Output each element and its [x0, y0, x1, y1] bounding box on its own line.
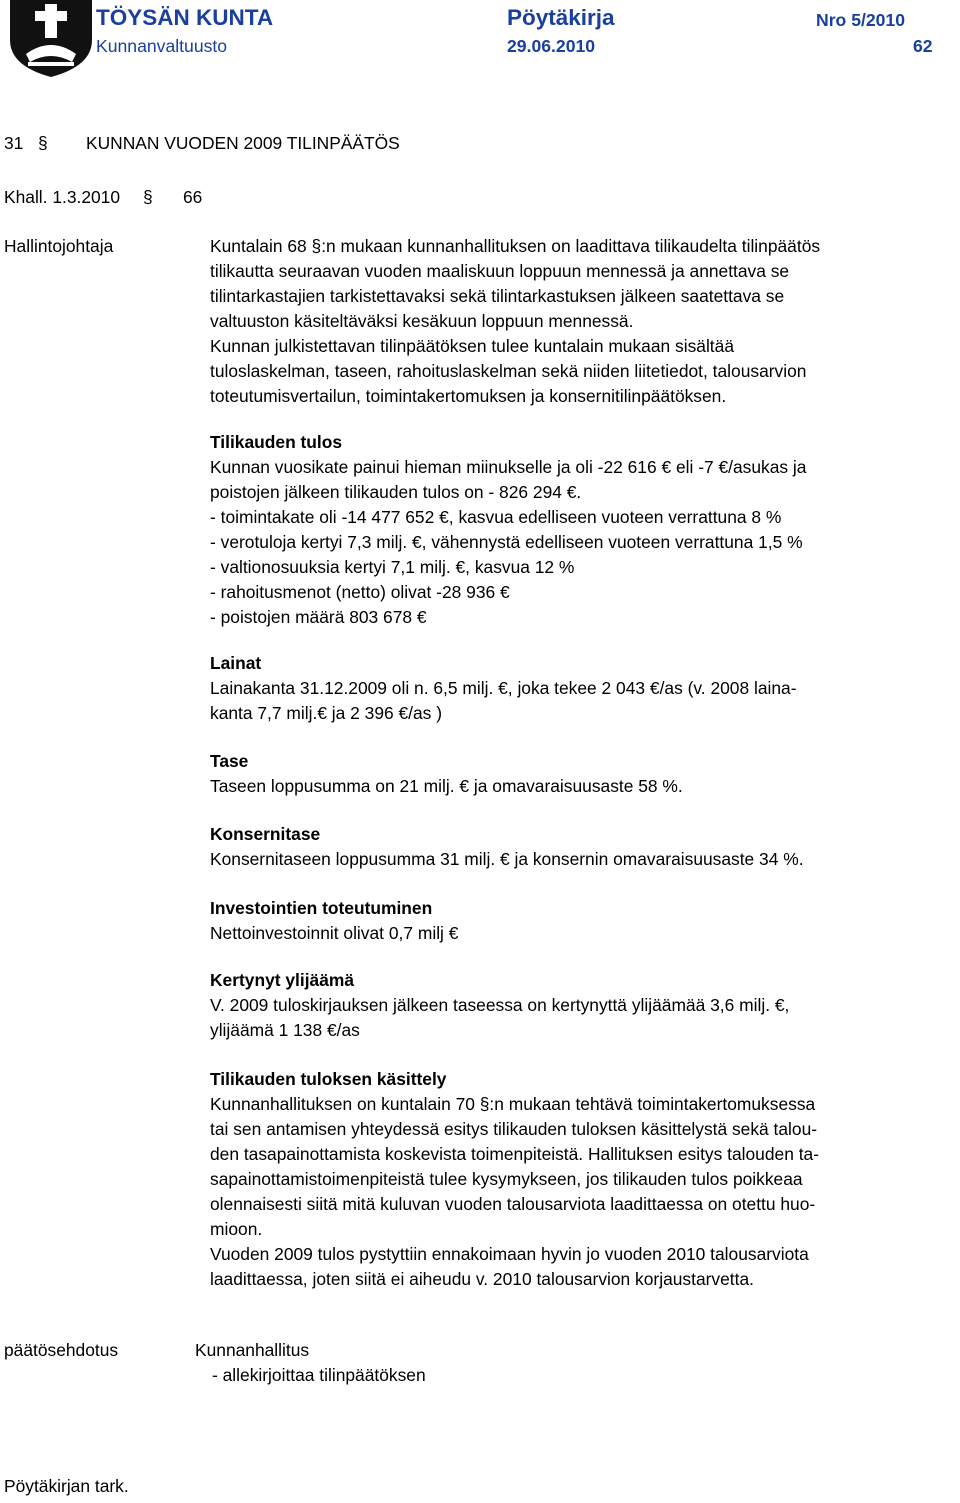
section-heading: Konsernitase: [210, 824, 321, 844]
text-line: Nettoinvestoinnit olivat 0,7 milj €: [210, 923, 459, 943]
page-number: 62: [913, 36, 933, 56]
text-line: Kuntalain 68 §:n mukaan kunnanhallituksen on laadittava tilikaudelta tilinpäätös: [210, 236, 821, 256]
text-line: kanta 7,7 milj.€ ja 2 396 €/as ): [210, 703, 443, 723]
previous-section-sign: §: [143, 187, 153, 207]
text-line: tilikautta seuraavan vuoden maaliskuun loppuun mennessä ja annettava se: [210, 261, 790, 281]
text-line: laadittaessa, joten siitä ei aiheudu v. 2010 talousarvion korjaustarvetta.: [210, 1269, 754, 1289]
proposal-action: - allekirjoittaa tilinpäätöksen: [212, 1365, 426, 1385]
intro-text: [210, 236, 955, 411]
text-line: Taseen loppusumma on 21 milj. € ja omavaraisuusaste 58 %.: [210, 776, 683, 796]
text-line: den tasapainottamista koskevista toimenpiteistä. Hallituksen esitys talouden ta-: [210, 1144, 819, 1164]
previous-handling: Khall. 1.3.2010: [4, 187, 121, 207]
doc-number: Nro 5/2010: [816, 10, 905, 30]
text-line: poistojen jälkeen tilikauden tulos on - 826 294 €.: [210, 482, 582, 502]
section-heading: Tilikauden tuloksen käsittely: [210, 1069, 447, 1089]
meeting-date: 29.06.2010: [507, 36, 596, 56]
text-line: - poistojen määrä 803 678 €: [210, 607, 427, 627]
text-line: tai sen antamisen yhteydessä esitys tilikauden tuloksen käsittelystä sekä talou-: [210, 1119, 818, 1139]
footer-signature-label: Pöytäkirjan tark.: [4, 1476, 129, 1496]
proposal-label: päätösehdotus: [4, 1340, 119, 1360]
text-line: olennaisesti siitä mitä kuluvan vuoden talousarviota laadittaessa on otettu huo-: [210, 1194, 816, 1214]
body-name: Kunnanvaltuusto: [96, 36, 228, 56]
section-investoinnit: [210, 898, 955, 948]
section-sign: §: [38, 133, 48, 153]
text-line: - verotuloja kertyi 7,3 milj. €, vähennystä edelliseen vuoteen verrattuna 1,5 %: [210, 532, 803, 552]
item-title: KUNNAN VUODEN 2009 TILINPÄÄTÖS: [86, 133, 400, 153]
presenter-label: Hallintojohtaja: [4, 236, 114, 256]
coat-of-arms-logo: [8, 0, 94, 78]
text-line: toteutumisvertailun, toimintakertomuksen ja konsernitilinpäätöksen.: [210, 386, 727, 406]
proposal-body: Kunnanhallitus: [195, 1340, 310, 1360]
text-line: Konsernitaseen loppusumma 31 milj. € ja konsernin omavaraisuusaste 34 %.: [210, 849, 804, 869]
text-line: Kunnanhallituksen on kuntalain 70 §:n mukaan tehtävä toimintakertomuksessa: [210, 1094, 816, 1114]
section-heading: Tilikauden tulos: [210, 432, 343, 452]
text-line: - valtionosuuksia kertyi 7,1 milj. €, kasvua 12 %: [210, 557, 575, 577]
text-line: tuloslaskelman, taseen, rahoituslaskelman sekä niiden liitetiedot, talousarvion: [210, 361, 807, 381]
previous-section-number: 66: [183, 187, 203, 207]
section-heading: Lainat: [210, 653, 262, 673]
text-line: sapainottamistoimenpiteistä tulee kysymykseen, jos tilikauden tulos poikkeaa: [210, 1169, 803, 1189]
org-name: TÖYSÄN KUNTA: [96, 5, 274, 30]
text-line: Kunnan vuosikate painui hieman miinukselle ja oli -22 616 € eli -7 €/asukas ja: [210, 457, 807, 477]
text-line: - rahoitusmenot (netto) olivat -28 936 €: [210, 582, 510, 602]
text-line: tilintarkastajien tarkistettavaksi sekä tilintarkastuksen jälkeen saatettava se: [210, 286, 785, 306]
item-number: 31: [4, 133, 24, 153]
text-line: valtuuston käsiteltäväksi kesäkuun loppuun mennessä.: [210, 311, 634, 331]
section-konsernitase: [210, 824, 955, 874]
section-tuloksen-kasittely: [210, 1069, 955, 1294]
section-tase: [210, 751, 955, 801]
section-heading: Tase: [210, 751, 249, 771]
text-line: ylijäämä 1 138 €/as: [210, 1020, 360, 1040]
section-heading: Investointien toteutuminen: [210, 898, 433, 918]
text-line: - toimintakate oli -14 477 652 €, kasvua edelliseen vuoteen verrattuna 8 %: [210, 507, 782, 527]
section-heading: Kertynyt ylijäämä: [210, 970, 355, 990]
section-kertynyt-ylijaama: [210, 970, 955, 1045]
text-line: Lainakanta 31.12.2009 oli n. 6,5 milj. €, joka tekee 2 043 €/as (v. 2008 laina-: [210, 678, 797, 698]
section-lainat: [210, 653, 955, 728]
text-line: Vuoden 2009 tulos pystyttiin ennakoimaan hyvin jo vuoden 2010 talousarviota: [210, 1244, 809, 1264]
section-tilikauden-tulos: [210, 432, 955, 632]
text-line: mioon.: [210, 1219, 263, 1239]
text-line: Kunnan julkistettavan tilinpäätöksen tulee kuntalain mukaan sisältää: [210, 336, 734, 356]
doc-type: Pöytäkirja: [507, 5, 615, 30]
text-line: V. 2009 tuloskirjauksen jälkeen taseessa on kertynyttä ylijäämää 3,6 milj. €,: [210, 995, 790, 1015]
